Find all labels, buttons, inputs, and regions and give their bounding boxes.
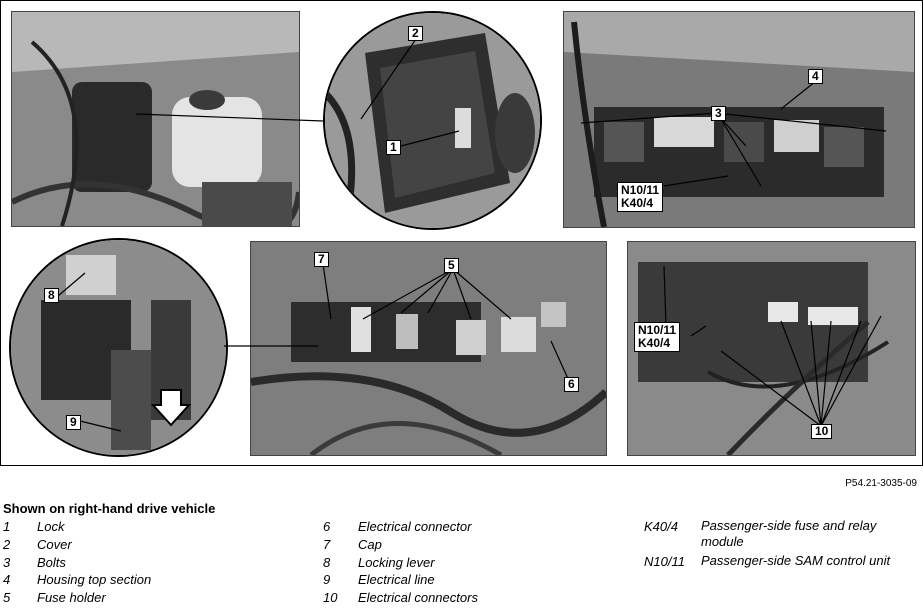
legend-item	[323, 571, 478, 589]
legend-label: Passenger-side SAM control unit	[701, 553, 891, 568]
legend-item	[3, 589, 151, 607]
legend-key: K40/4	[644, 519, 678, 534]
legend-key: N10/11	[644, 554, 685, 569]
callout-7: 7	[314, 252, 329, 267]
legend-key: 10	[323, 590, 338, 606]
callout-4: 4	[808, 69, 823, 84]
callout-10: 10	[811, 424, 832, 439]
legend-column-3	[644, 518, 919, 571]
legend-label: Lock	[37, 519, 65, 534]
legend-label: Electrical connectors	[358, 590, 478, 606]
legend-item	[3, 536, 151, 554]
figure-caption: Shown on right-hand drive vehicle	[3, 501, 216, 516]
legend-label: Locking lever	[358, 554, 435, 570]
callout-5: 5	[444, 258, 459, 273]
callout-n1011-k404-bottom	[634, 322, 680, 352]
legend-item	[644, 518, 919, 550]
legend-key: 4	[3, 572, 11, 588]
legend-label: Electrical line	[358, 572, 435, 588]
callout-3: 3	[711, 106, 726, 121]
legend-key: 5	[3, 590, 11, 606]
callout-8: 8	[44, 288, 59, 303]
legend-item	[3, 571, 151, 589]
callout-n1011-k404-top	[617, 182, 663, 212]
legend-item	[323, 536, 478, 554]
legend-key: 2	[3, 536, 11, 552]
legend-key: 1	[3, 519, 11, 534]
legend-label: Passenger-side fuse and relay module	[701, 518, 877, 549]
legend-key: 8	[323, 554, 331, 570]
legend-key: 7	[323, 536, 331, 552]
callout-k404-bottom: K40/4	[638, 336, 671, 350]
legend-item	[3, 554, 151, 572]
legend-label: Cover	[37, 536, 72, 552]
legend-label: Electrical connector	[358, 519, 472, 534]
legend-item	[323, 554, 478, 572]
legend-label: Housing top section	[37, 572, 152, 588]
callout-n1011-top: N10/11	[621, 183, 660, 197]
callout-n1011-bottom: N10/11	[638, 323, 677, 337]
legend-label: Bolts	[37, 554, 66, 570]
legend-key: 3	[3, 554, 11, 570]
legend-label: Cap	[358, 536, 382, 552]
legend-key: 6	[323, 519, 331, 534]
leader-lines	[1, 1, 922, 465]
legend-label: Fuse holder	[37, 590, 106, 606]
legend-column-1	[3, 518, 151, 607]
legend-key: 9	[323, 572, 331, 588]
legend-item	[323, 518, 478, 536]
legend-column-2	[323, 518, 478, 607]
legend-item	[323, 589, 478, 607]
legend-item	[644, 553, 919, 571]
callout-6: 6	[564, 377, 579, 392]
figure-reference-code: P54.21-3035-09	[845, 478, 917, 489]
legend-item	[3, 518, 151, 536]
callout-2: 2	[408, 26, 423, 41]
callout-1: 1	[386, 140, 401, 155]
callout-9: 9	[66, 415, 81, 430]
callout-k404-top: K40/4	[621, 196, 654, 210]
